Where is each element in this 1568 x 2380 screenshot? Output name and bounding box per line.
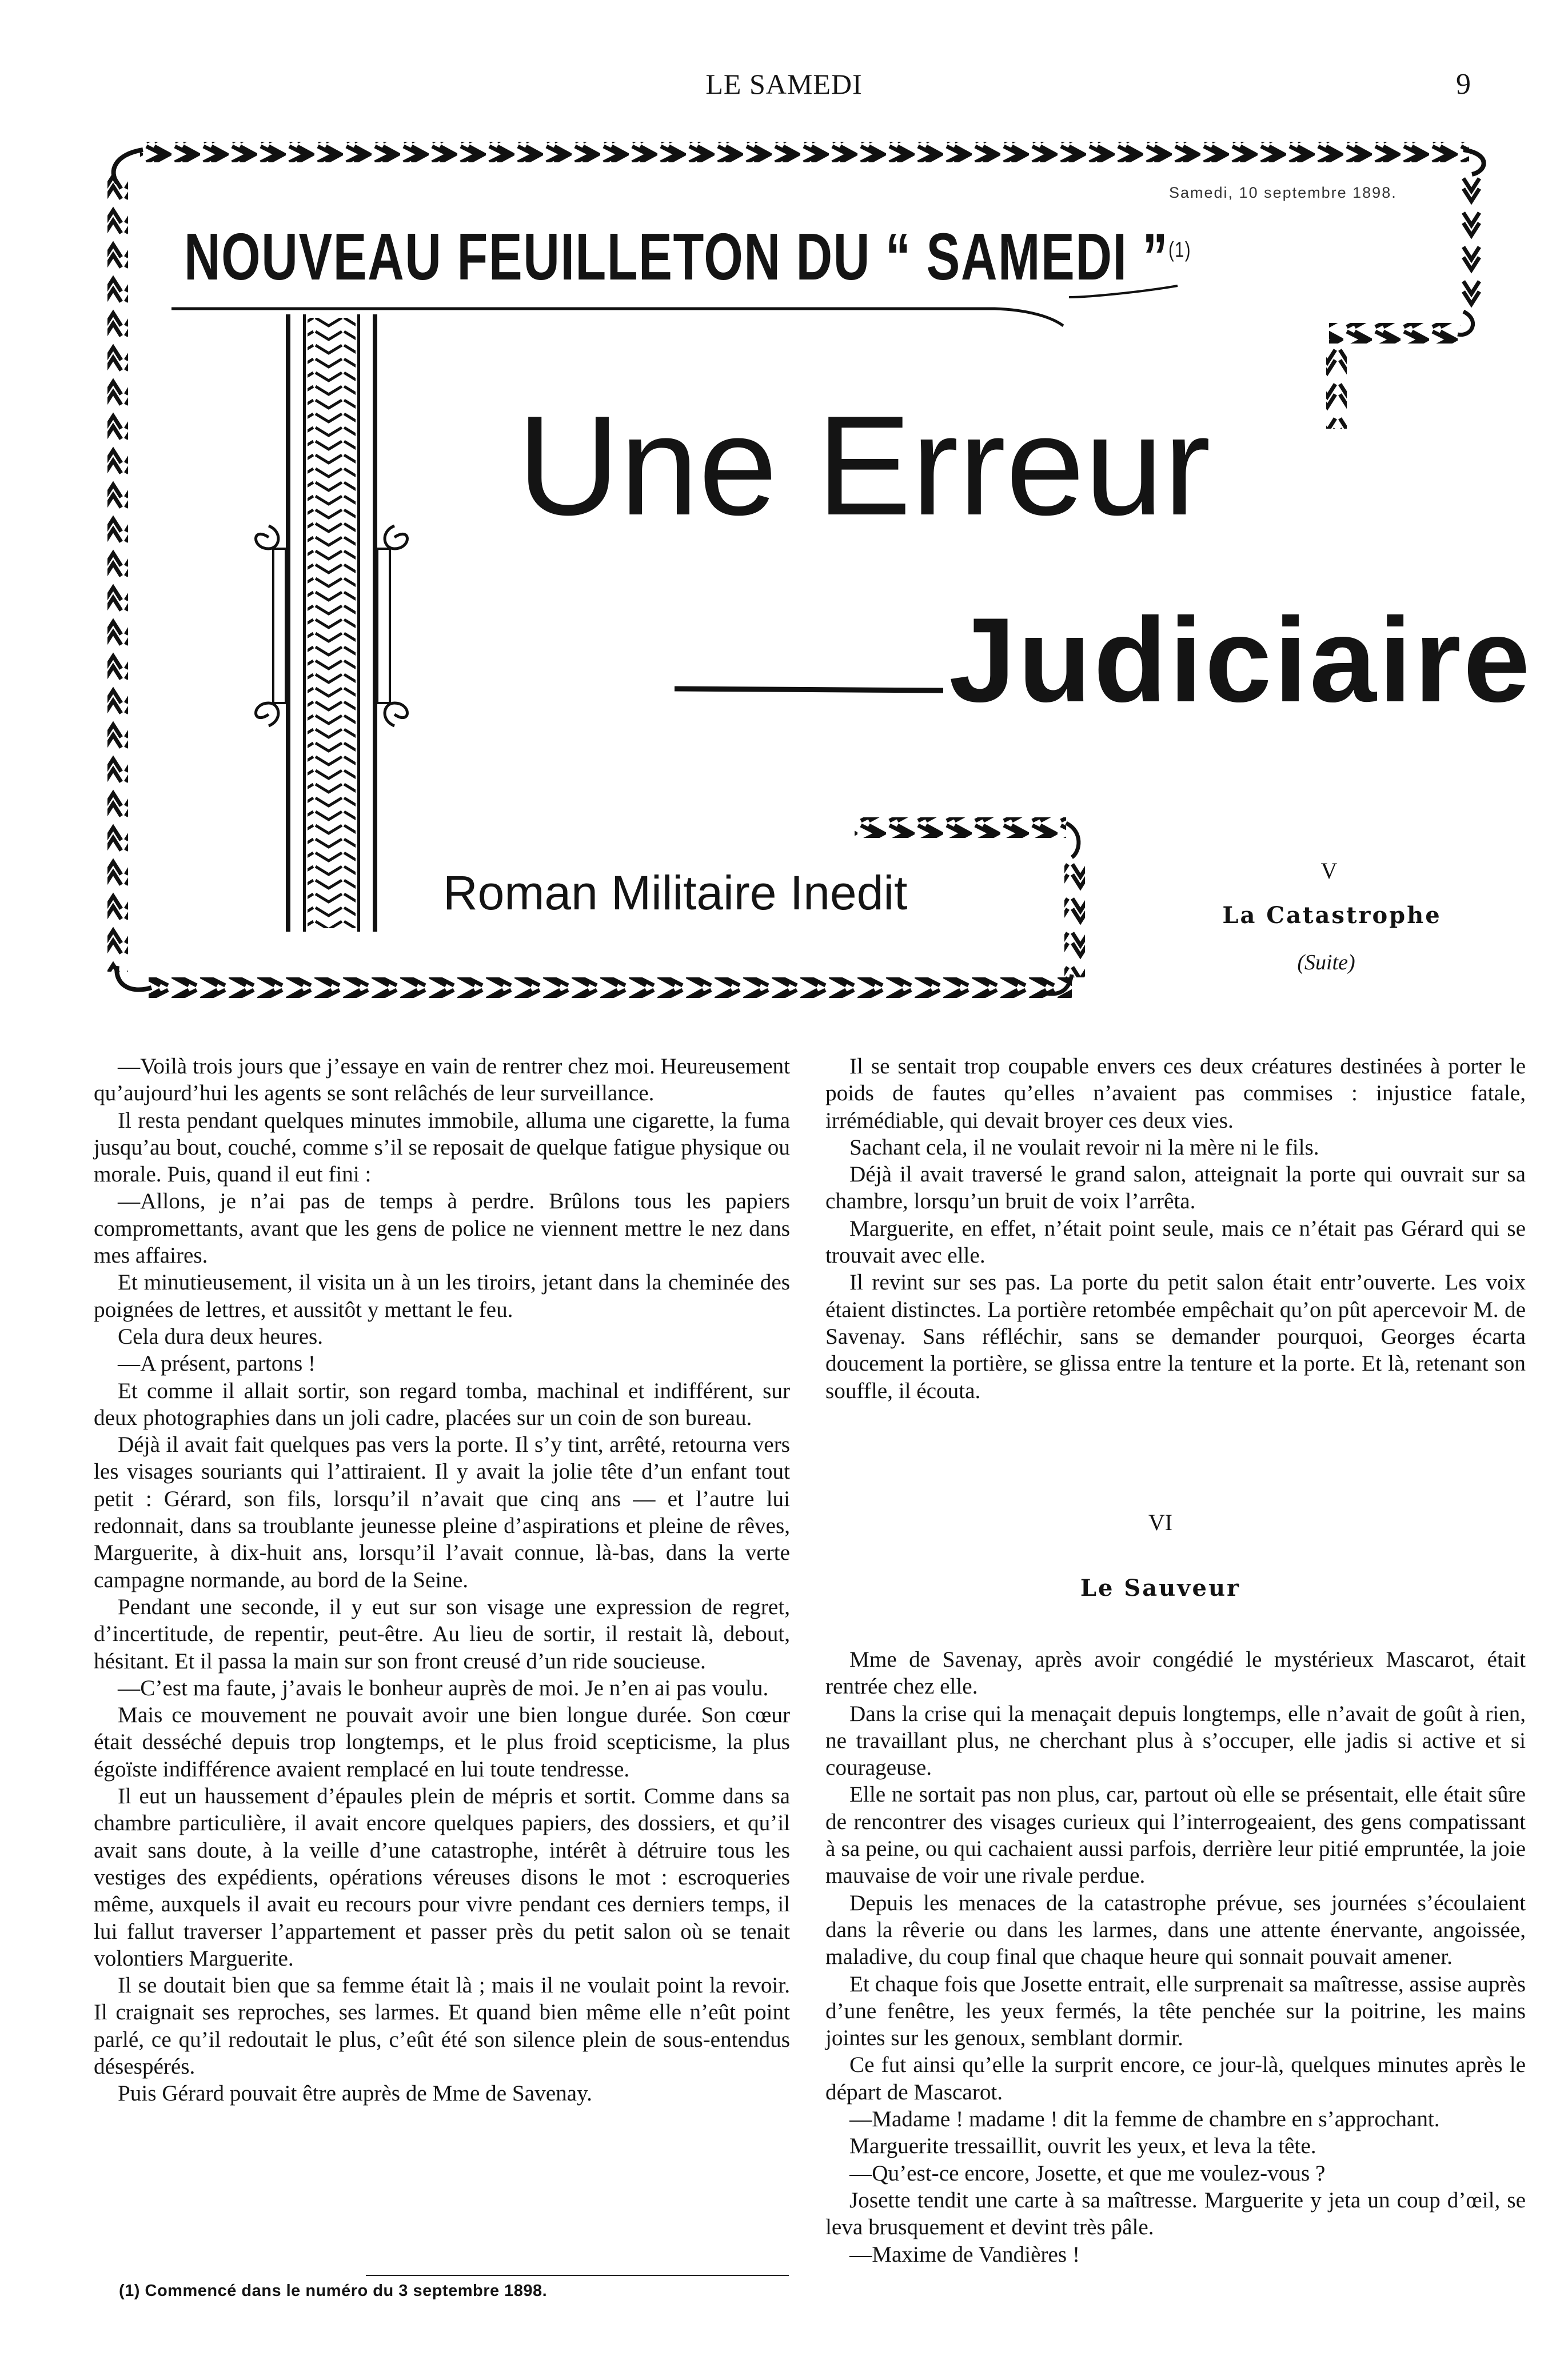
story-subtitle: Roman Militaire Inedit — [443, 866, 908, 920]
paragraph: Il se doutait bien que sa femme était là ; mais il ne voulait point la revoir. Il craignait ses reproches, ses larmes. Et quand bien même elle n’eût point parlé, ce qu’il redoutait le plus, c’eût été son silence plein de sous-entendus désespérés. — [94, 1973, 790, 2079]
chapter-v-numeral: V — [1320, 858, 1338, 884]
issue-date: Samedi, 10 septembre 1898. — [1169, 184, 1397, 201]
paragraph: Il revint sur ses pas. La porte du petit salon était entr’ouverte. Les voix étaient distinctes. La portière retombée empêchait qu’on pût apercevoir M. de Savenay. Sans réfléchir, sans se demander pourquoi, Georges écarta doucement la portière, se glissa entre la tenture et la porte. Et là, retenant son souffle, il écouta. — [825, 1270, 1526, 1403]
pillar-scroll-left-upper — [256, 526, 278, 549]
ornament-subtitle-drop — [1064, 857, 1085, 977]
right-column-top — [825, 1053, 1526, 1404]
chapter-vi-title: Le Sauveur — [1080, 1575, 1241, 1602]
paragraph: Déjà il avait fait quelques pas vers la porte. Il s’y tint, arrêté, retourna vers les visages souriants qui l’attiraient. Il y avait la jolie tête d’un enfant tout petit : Gérard, son fils, lorsqu’il n’avait que cinq ans — et l’autre lui redonnait, dans sa troublante jeunesse pleine d’aspirations et pleine de rêves, Marguerite, à dix-huit ans, lorsqu’il l’avait connue, là-bas, dans la verte campagne normande, au bord de la Seine. — [94, 1432, 790, 1592]
frame-bottom-border — [149, 977, 1072, 998]
paragraph: —Qu’est-ce encore, Josette, et que me voulez-vous ? — [849, 2161, 1326, 2186]
paragraph: Il eut un haussement d’épaules plein de mépris et sortit. Comme dans sa chambre particulière, il avait encore quelques papiers, des dossiers, et qu’il avait sans doute, à la veille d’une catastrophe, intérêt à détruire tous les vestiges des expédients, opérations véreuses disons le mot : escroqueries même, auxquels il avait eu recours pour vivre pendant ces derniers temps, il lui fallut traverser l’appartement et passer près du petit salon où se tenait volontiers Marguerite. — [94, 1784, 790, 1971]
left-column — [94, 1053, 790, 2107]
judiciaire-rule — [675, 689, 943, 690]
ornament-right-drop — [1326, 343, 1347, 429]
right-column-bottom — [825, 1646, 1526, 2268]
series-title — [184, 218, 1192, 295]
paragraph: Déjà il avait traversé le grand salon, atteignait la porte qui ouvrait sur sa chambre, lorsqu’un bruit de voix l’arrêta. — [825, 1162, 1526, 1214]
paragraph: Ce fut ainsi qu’elle la surprit encore, ce jour-là, quelques minutes après le départ de Mascarot. — [825, 2052, 1526, 2105]
paragraph: —A présent, partons ! — [118, 1351, 316, 1376]
paragraph: —Madame ! madame ! dit la femme de chambre en s’approchant. — [849, 2107, 1440, 2132]
paragraph: Depuis les menaces de la catastrophe prévue, ses journées s’écoulaient dans la rêverie ou dans les larmes, dans une attente énervante, angoissée, maladive, du coup final que chaque heure qui sonnait pouvait amener. — [825, 1890, 1526, 1970]
paragraph: Il se sentait trop coupable envers ces deux créatures destinées à porter le poids de fautes qu’elles n’avaient pas commises : injustice fatale, irrémédiable, qui devait broyer ces deux vies. — [825, 1054, 1526, 1133]
pillar-scroll-left-lower — [256, 703, 278, 726]
frame-right-border — [1461, 171, 1481, 314]
paragraph: —C’est ma faute, j’avais le bonheur auprès de moi. Je n’en ai pas voulu. — [118, 1675, 769, 1700]
paragraph: Cela dura deux heures. — [118, 1324, 324, 1349]
story-title-line2: Judiciaire — [949, 593, 1533, 727]
pillar-inner-right — [357, 314, 360, 932]
ornament-subtitle-band — [855, 817, 1066, 838]
paragraph: Marguerite tressaillit, ouvrit les yeux, et leva la tête. — [849, 2134, 1316, 2159]
chapter-v-suite: (Suite) — [1297, 951, 1355, 975]
paragraph: Elle ne sortait pas non plus, car, partout où elle se présentait, elle était sûre de rencontrer des visages curieux qui l’interrogeaient, des gens compatissant à sa peine, ou qui cachaient aussi parfois, derrière leur pitié empruntée, la joie mauvaise de voir une rivale perdue. — [825, 1782, 1526, 1888]
paragraph: Et minutieusement, il visita un à un les tiroirs, jetant dans la cheminée des poignées de lettres, et aussitôt y mettant le feu. — [94, 1270, 790, 1322]
chapter-vi-numeral: VI — [1148, 1510, 1173, 1535]
paragraph: Josette tendit une carte à sa maîtresse. Marguerite y jeta un coup d’œil, se leva brusquement et devint très pâle. — [825, 2187, 1526, 2240]
series-title-text: NOUVEAU FEUILLETON DU “ SAMEDI ” — [184, 219, 1169, 294]
paragraph: Et chaque fois que Josette entrait, elle surprenait sa maîtresse, assise auprès d’une fenêtre, les yeux fermés, la tête penchée sur la poitrine, les mains jointes sur les genoux, semblant dormir. — [825, 1971, 1526, 2051]
pillar-pattern — [308, 318, 356, 928]
paragraph: Pendant une seconde, il y eut sur son visage une expression de regret, d’incertitude, de repentir, peut-être. Au lieu de sortir, il restait là, debout, hésitant. Et il passa la main sur son front creusé d’un ride soucieuse. — [94, 1594, 790, 1674]
paragraph: —Maxime de Vandières ! — [849, 2242, 1080, 2267]
paragraph: —Voilà trois jours que j’essaye en vain de rentrer chez moi. Heureusement qu’aujourd’hui les agents se sont relâchés de leur surveillance. — [94, 1054, 790, 1106]
paragraph: Et comme il allait sortir, son regard tomba, machinal et indifférent, sur deux photographies dans un joli cadre, placées sur un coin de son bureau. — [94, 1378, 790, 1430]
frame-left-border — [107, 171, 128, 972]
pillar-inner-left — [303, 314, 306, 932]
masthead: LE SAMEDI — [705, 68, 863, 100]
paragraph: Il resta pendant quelques minutes immobile, alluma une cigarette, la fuma jusqu’au bout, couché, comme s’il se reposait de quelque fatigue physique ou morale. Puis, quand il eut fini : — [94, 1108, 790, 1187]
paragraph: Marguerite, en effet, n’était point seule, mais ce n’était pas Gérard qui se trouvait avec elle. — [825, 1216, 1526, 1268]
story-title-line1: Une Erreur — [517, 386, 1211, 545]
paragraph: Mme de Savenay, après avoir congédié le mystérieux Mascarot, était rentrée chez elle. — [825, 1647, 1526, 1699]
paragraph: —Allons, je n’ai pas de temps à perdre. Brûlons tous les papiers compromettants, avant que les gens de police ne viennent mettre le nez dans mes affaires. — [94, 1189, 790, 1268]
footnote: (1) Commencé dans le numéro du 3 septembre 1898. — [119, 2282, 548, 2300]
paragraph: Sachant cela, il ne voulait revoir ni la mère ni le fils. — [849, 1135, 1319, 1160]
series-footnote-mark: (1) — [1168, 238, 1192, 262]
chapter-v-title: La Catastrophe — [1222, 902, 1442, 929]
ornament-right-band — [1329, 323, 1461, 344]
pillar-scroll-right-lower — [385, 703, 407, 726]
pillar-scroll-right-upper — [385, 526, 407, 549]
page-number: 9 — [1456, 68, 1471, 101]
paragraph: Mais ce mouvement ne pouvait avoir une bien longue durée. Son cœur était desséché depuis trop longtemps, et le plus froid scepticisme, la plus égoïste indifférence avaient remplacé en lui toute tendresse. — [94, 1703, 790, 1782]
paragraph: Dans la crise qui la menaçait depuis longtemps, elle n’avait de goût à rien, ne travaillant plus, ne cherchant plus à s’occuper, elle jadis si active et si courageuse. — [825, 1701, 1526, 1780]
footnote-rule — [366, 2275, 789, 2276]
paragraph: Puis Gérard pouvait être auprès de Mme de Savenay. — [118, 2081, 592, 2106]
frame-top-border — [140, 142, 1469, 162]
